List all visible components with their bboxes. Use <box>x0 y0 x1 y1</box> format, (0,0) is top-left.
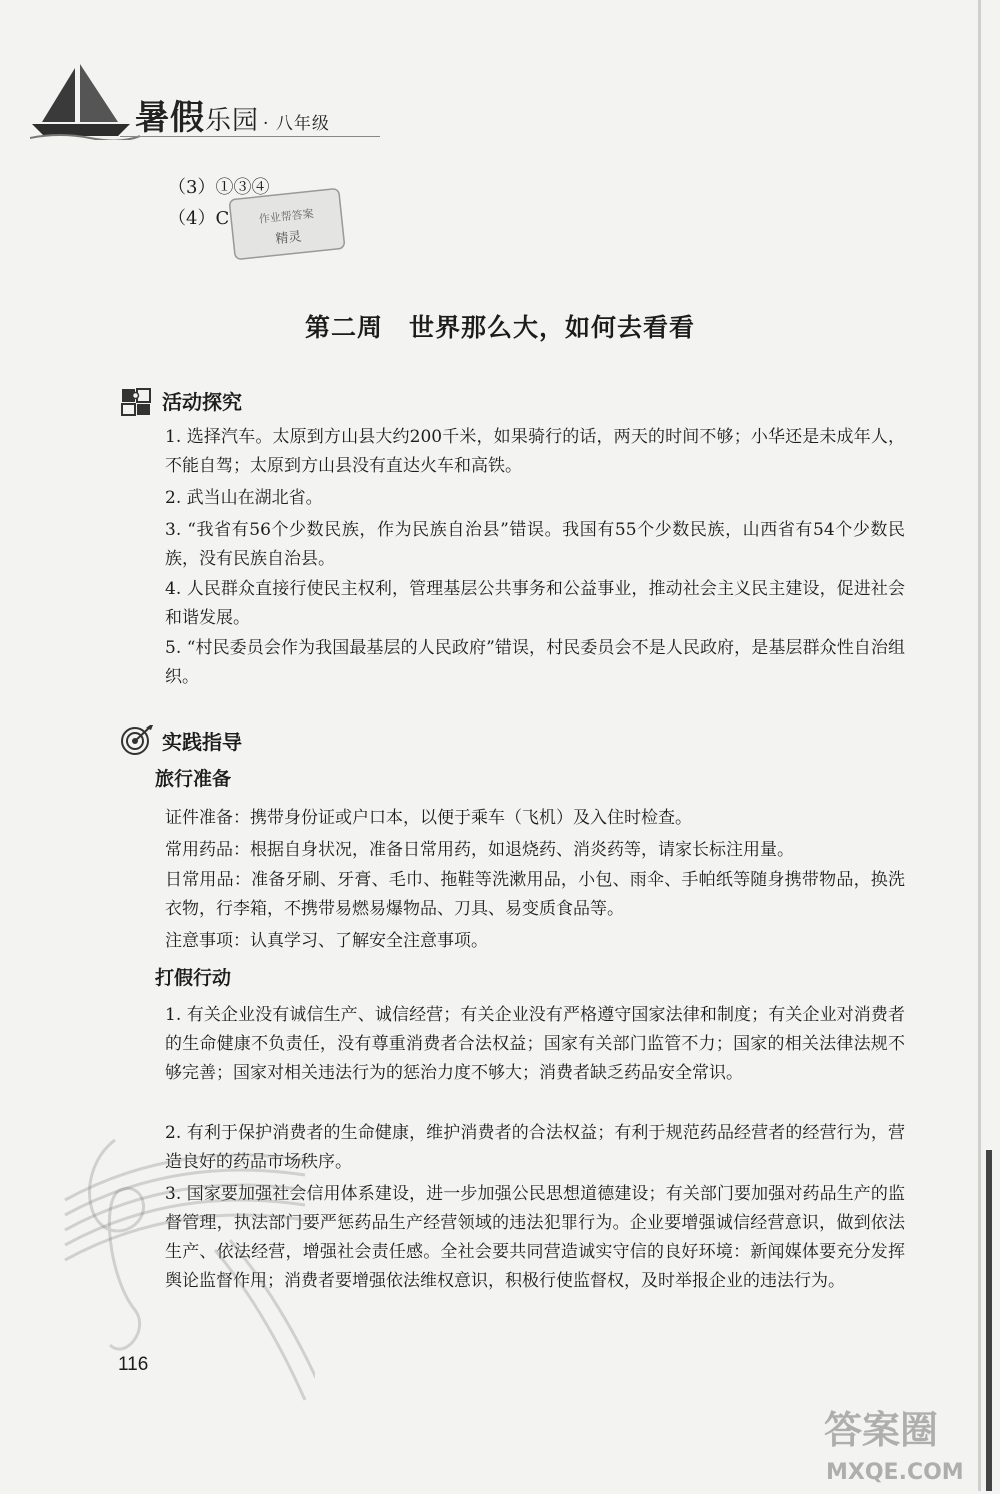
section-heading-activity <box>120 383 242 417</box>
svg-text:作业帮答案: 作业帮答案 <box>258 207 315 226</box>
svg-text:MXQE.COM: MXQE.COM <box>826 1460 964 1485</box>
list-item: 注意事项：认真学习、了解安全注意事项。 <box>165 931 488 951</box>
list-item: 常用药品：根据自身状况，准备日常用药，如退烧药、消炎药等，请家长标注用量。 <box>165 840 794 860</box>
brand-main: 暑假 <box>135 98 205 138</box>
list-item: 3. 国家要加强社会信用体系建设，进一步加强公民思想道德建设；有关部门要加强对药品生产的监督管理，执法部门要严惩药品生产经营领域的违法犯罪行为。企业要增强诚信经营意识，做到依法生产、依法经营，增强社会责任感。全社会要共同营造诚实守信的良好环境：新闻媒体要充分发挥舆论监督作用；消费者要增强依法维权意识，积极行使监督权，及时举报企业的违法行为。 <box>165 1184 905 1291</box>
list-item: 1. 有关企业没有诚信生产、诚信经营；有关企业没有严格遵守国家法律和制度；有关企业对消费者的生命健康不负责任，没有尊重消费者合法权益；国家有关部门监管不力；国家的相关法律法规不够完善；国家对相关违法行为的惩治力度不够大；消费者缺乏药品安全常识。 <box>165 1005 905 1083</box>
list-item: 日常用品：准备牙刷、牙膏、毛巾、拖鞋等洗漱用品，小包、雨伞、手帕纸等随身携带物品，换洗衣物，行李箱，不携带易燃易爆物品、刀具、易变质食品等。 <box>165 870 905 919</box>
svg-text:精灵: 精灵 <box>274 229 303 248</box>
list-item: 证件准备：携带身份证或户口本，以便于乘车（飞机）及入住时检查。 <box>165 808 692 828</box>
puzzle-icon <box>120 383 154 417</box>
watermark-icon <box>820 1395 995 1490</box>
subsection-title-counterfeit: 打假行动 <box>155 967 232 989</box>
header-divider <box>120 136 380 137</box>
week-title <box>0 308 1000 344</box>
week-label: 第二周 <box>304 313 383 342</box>
list-item: 3. “我省有56个少数民族，作为民族自治县”错误。我国有55个少数民族，山西省有54个少数民族，没有民族自治县。 <box>165 520 905 569</box>
page-number: 116 <box>118 1354 149 1375</box>
list-item: 2. 武当山在湖北省。 <box>165 488 323 508</box>
page-header <box>20 60 440 140</box>
stamp-icon <box>228 186 346 262</box>
list-item: 4. 人民群众直接行使民主权利，管理基层公共事务和公益事业，推动社会主义民主建设，促进社会和谐发展。 <box>165 579 905 628</box>
watermark-logo <box>820 1395 995 1490</box>
subsection-title-travel: 旅行准备 <box>155 768 232 790</box>
book-title <box>135 90 330 139</box>
grade-label: · 八年级 <box>263 114 330 134</box>
target-icon <box>120 723 154 757</box>
page-edge-shadow <box>968 0 1000 1491</box>
section-title: 实践指导 <box>162 729 242 754</box>
week-theme: 世界那么大，如何去看看 <box>409 313 696 342</box>
music-note-decoration <box>55 1080 315 1410</box>
answer-line: （3）①③④ <box>168 177 270 198</box>
list-item: 2. 有利于保护消费者的生命健康，维护消费者的合法权益；有利于规范药品经营者的经营行为，营造良好的药品市场秩序。 <box>165 1123 905 1172</box>
sailboat-icon <box>30 60 140 140</box>
section-heading-practice <box>120 723 242 757</box>
brand-sub: 乐园 <box>205 106 260 136</box>
list-item: 1. 选择汽车。太原到方山县大约200千米，如果骑行的话，两天的时间不够；小华还是未成年人，不能自驾；太原到方山县没有直达火车和高铁。 <box>165 427 905 476</box>
svg-text:答案圈: 答案圈 <box>824 1408 939 1452</box>
answer-line: （4）C <box>168 208 230 229</box>
section-title: 活动探究 <box>162 389 242 414</box>
list-item: 5. “村民委员会作为我国最基层的人民政府”错误，村民委员会不是人民政府，是基层群众性自治组织。 <box>165 638 905 687</box>
